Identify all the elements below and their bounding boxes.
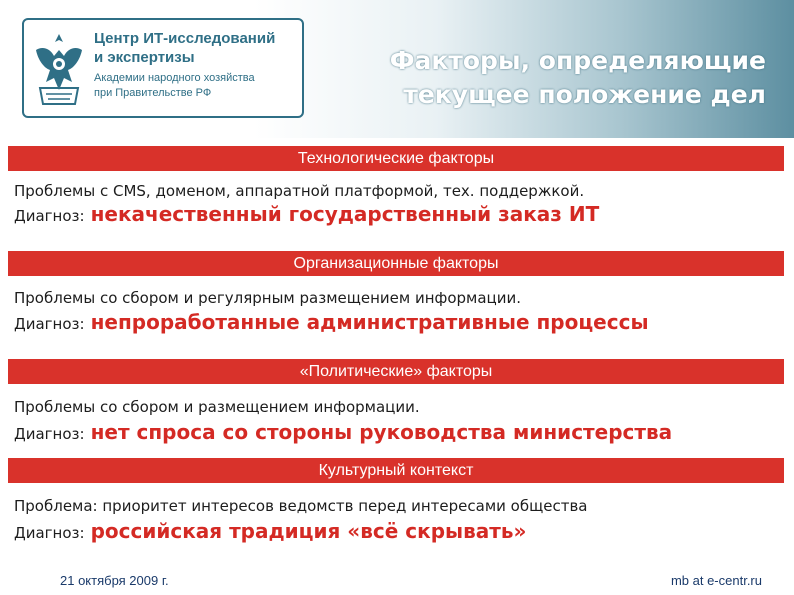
slide-title (296, 44, 766, 112)
section-problem-organizational: Проблемы со сбором и регулярным размещением информации. (14, 289, 522, 307)
slide-title-line2: текущее положение дел (403, 80, 766, 109)
double-headed-eagle-emblem-icon (30, 28, 88, 108)
section-header-political: «Политические» факторы (8, 359, 784, 384)
diagnosis-value: российская традиция «всё скрывать» (90, 519, 527, 543)
diagnosis-label: Диагноз: (14, 207, 85, 225)
section-problem-technological: Проблемы с CMS, доменом, аппаратной платформой, тех. поддержкой. (14, 182, 585, 200)
section-diagnosis-technological (14, 202, 599, 226)
section-header-organizational: Организационные факторы (8, 251, 784, 276)
section-diagnosis-political (14, 420, 672, 444)
diagnosis-value: некачественный государственный заказ ИТ (90, 202, 600, 226)
diagnosis-label: Диагноз: (14, 425, 85, 443)
section-header-technological: Технологические факторы (8, 146, 784, 171)
diagnosis-value: непроработанные административные процессы (90, 310, 649, 334)
section-diagnosis-cultural (14, 519, 526, 543)
diagnosis-label: Диагноз: (14, 315, 85, 333)
logo-title-line2: и экспертизы (94, 49, 195, 66)
slide-title-line1: Факторы, определяющие (389, 46, 766, 75)
logo-title-line1: Центр ИТ-исследований (94, 30, 276, 47)
slide-header (0, 0, 794, 138)
section-header-cultural: Культурный контекст (8, 458, 784, 483)
footer-site: mb at e-centr.ru (670, 573, 762, 588)
logo (22, 18, 304, 118)
footer-date: 21 октября 2009 г. (60, 573, 169, 588)
section-diagnosis-organizational (14, 310, 649, 334)
diagnosis-label: Диагноз: (14, 524, 85, 542)
section-problem-political: Проблемы со сбором и размещением информации. (14, 398, 420, 416)
logo-subtitle-line2: при Правительстве РФ (94, 87, 212, 99)
logo-subtitle-line1: Академии народного хозяйства (94, 72, 255, 84)
section-problem-cultural: Проблема: приоритет интересов ведомств перед интересами общества (14, 497, 588, 515)
diagnosis-value: нет спроса со стороны руководства министерства (90, 420, 673, 444)
